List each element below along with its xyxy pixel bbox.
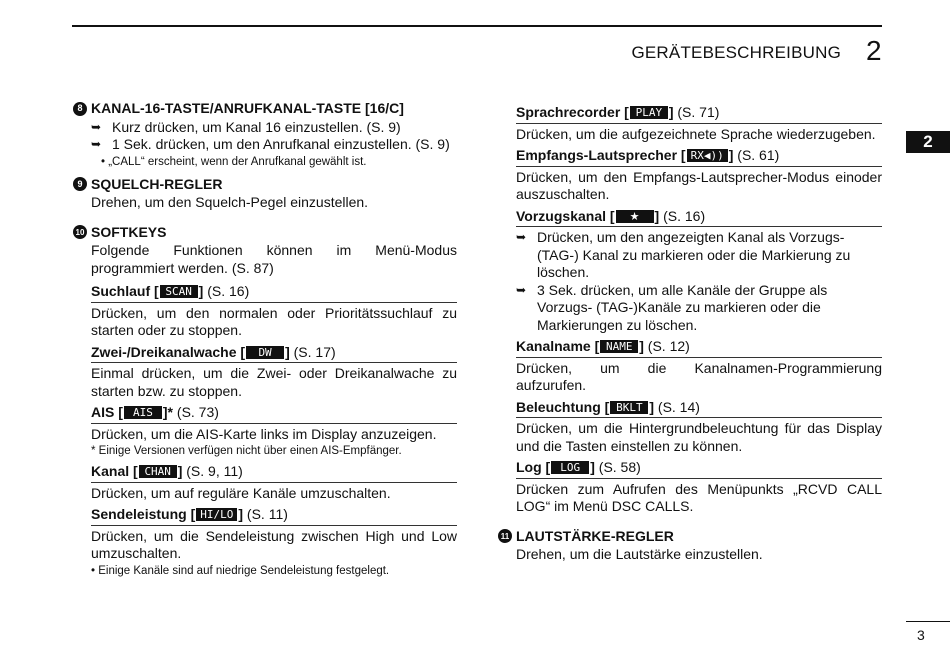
- list-item: ➥ 3 Sek. drücken, um alle Kanäle der Gruppe als Vorzugs- (TAG-)Kanäle zu markieren oder die Markierungen zu löschen.: [516, 281, 828, 333]
- softkey-kanal-heading: Kanal [ CHAN ] (S. 9, 11): [91, 463, 457, 483]
- page-number: 3: [917, 627, 925, 643]
- section-11-heading: [498, 528, 882, 546]
- section-text: Drehen, um die Lautstärke einzustellen.: [516, 546, 763, 562]
- softkey-log-heading: Log [ LOG ] (S. 58): [516, 459, 882, 479]
- arrow-bullet-icon: ➥: [516, 282, 527, 297]
- softkey-empfang-heading: Empfangs-Lautsprecher [ RX◀)) ] (S. 61): [516, 147, 882, 167]
- log-key-icon: LOG: [551, 461, 589, 474]
- play-key-icon: PLAY: [630, 106, 668, 119]
- note: * Einige Versionen verfügen nicht über einen AIS-Empfänger.: [91, 445, 402, 457]
- note: • Einige Kanäle sind auf niedrige Sendeleistung festgelegt.: [91, 564, 390, 577]
- softkey-description: Drücken, um den normalen oder Prioritätssuchlauf zu starten oder zu stoppen.: [91, 304, 457, 338]
- softkey-kanalname-heading: Kanalname [ NAME ] (S. 12): [516, 338, 882, 358]
- list-item: ➥ 1 Sek. drücken, um den Anrufkanal einzustellen. (S. 9): [91, 136, 450, 152]
- softkey-ais-heading: AIS [ AIS ]* (S. 73): [91, 404, 457, 424]
- section-9-heading: [73, 176, 457, 194]
- arrow-bullet-icon: ➥: [516, 230, 527, 244]
- softkey-description: Drücken, um auf reguläre Kanäle umzuschalten.: [91, 484, 391, 501]
- softkey-description: Drücken zum Aufrufen des Menüpunkts „RCVD CALL LOG“ im Menü DSC CALLS.: [516, 480, 882, 514]
- softkey-description: Drücken, um die aufgezeichnete Sprache wiederzugeben.: [516, 125, 876, 142]
- hilo-key-icon: HI/LO: [196, 508, 237, 521]
- section-intro: Folgende Funktionen können im Menü-Modus programmiert werden. (S. 87): [91, 242, 457, 276]
- dw-key-icon: DW: [246, 346, 284, 359]
- right-column: [500, 100, 882, 564]
- section-title: LAUTSTÄRKE-REGLER: [516, 527, 674, 544]
- softkey-suchlauf-heading: Suchlauf [ SCAN ] (S. 16): [91, 283, 457, 303]
- name-key-icon: NAME: [600, 340, 638, 353]
- chapter-title: GERÄTEBESCHREIBUNG: [631, 43, 841, 62]
- softkey-description: Drücken, um die Sendeleistung zwischen High und Low umzuschalten.: [91, 527, 457, 561]
- list-item: ➥ Drücken, um den angezeigten Kanal als Vorzugs- (TAG-) Kanal zu markieren oder die Markierung zu löschen.: [516, 229, 851, 280]
- section-number-icon: 11: [498, 529, 512, 543]
- bklt-key-icon: BKLT: [610, 401, 648, 414]
- section-number-icon: 9: [73, 177, 87, 191]
- softkey-sprachrecorder-heading: Sprachrecorder [ PLAY ] (S. 71): [516, 104, 882, 124]
- section-title: KANAL-16-TASTE/ANRUFKANAL-TASTE [16/C]: [91, 100, 404, 116]
- list-item: ➥ Kurz drücken, um Kanal 16 einzustellen. (S. 9): [91, 118, 401, 135]
- left-column: [73, 100, 457, 579]
- softkey-sendeleistung-heading: Sendeleistung [ HI/LO ] (S. 11): [91, 506, 457, 526]
- softkey-description: Drücken, um die Kanalnamen-Programmierung aufzurufen.: [516, 359, 882, 393]
- section-8-heading: [73, 100, 457, 118]
- section-text: Drehen, um den Squelch-Pegel einzustellen.: [91, 194, 369, 210]
- softkey-beleuchtung-heading: Beleuchtung [ BKLT ] (S. 14): [516, 399, 882, 419]
- chan-key-icon: CHAN: [139, 465, 177, 478]
- arrow-bullet-icon: ➥: [91, 119, 102, 134]
- note: • „CALL“ erscheint, wenn der Anrufkanal gewählt ist.: [101, 155, 367, 168]
- rx-speaker-key-icon: RX◀)): [687, 149, 728, 162]
- chapter-number: 2: [866, 35, 882, 66]
- section-number-icon: 8: [73, 102, 87, 116]
- arrow-bullet-icon: ➥: [91, 137, 102, 151]
- section-title: SQUELCH-REGLER: [91, 175, 223, 192]
- footer-rule: [906, 621, 950, 622]
- chapter-side-tab: 2: [906, 131, 950, 153]
- section-10-heading: [73, 224, 457, 242]
- ais-key-icon: AIS: [124, 406, 162, 419]
- section-title: SOFTKEYS: [91, 223, 167, 240]
- section-number-icon: 10: [73, 225, 87, 239]
- softkey-description: Drücken, um die Hintergrundbeleuchtung für das Display und die Tasten einstellen zu können.: [516, 420, 882, 454]
- softkey-description: Drücken, um den Empfangs-Lautsprecher-Modus einoder auszuschalten.: [516, 168, 882, 202]
- softkey-zwei-heading: Zwei-/Dreikanalwache [ DW ] (S. 17): [91, 344, 457, 364]
- softkey-description: Drücken, um die AIS-Karte links im Display anzuzeigen.: [91, 425, 437, 442]
- star-key-icon: ★: [616, 210, 654, 223]
- header-rule: [72, 25, 882, 27]
- scan-key-icon: SCAN: [160, 285, 198, 298]
- softkey-description: Einmal drücken, um die Zwei- oder Dreikanalwache zu starten bzw. zu stoppen.: [91, 365, 457, 399]
- softkey-vorzug-heading: Vorzugskanal [ ★ ] (S. 16): [516, 208, 882, 228]
